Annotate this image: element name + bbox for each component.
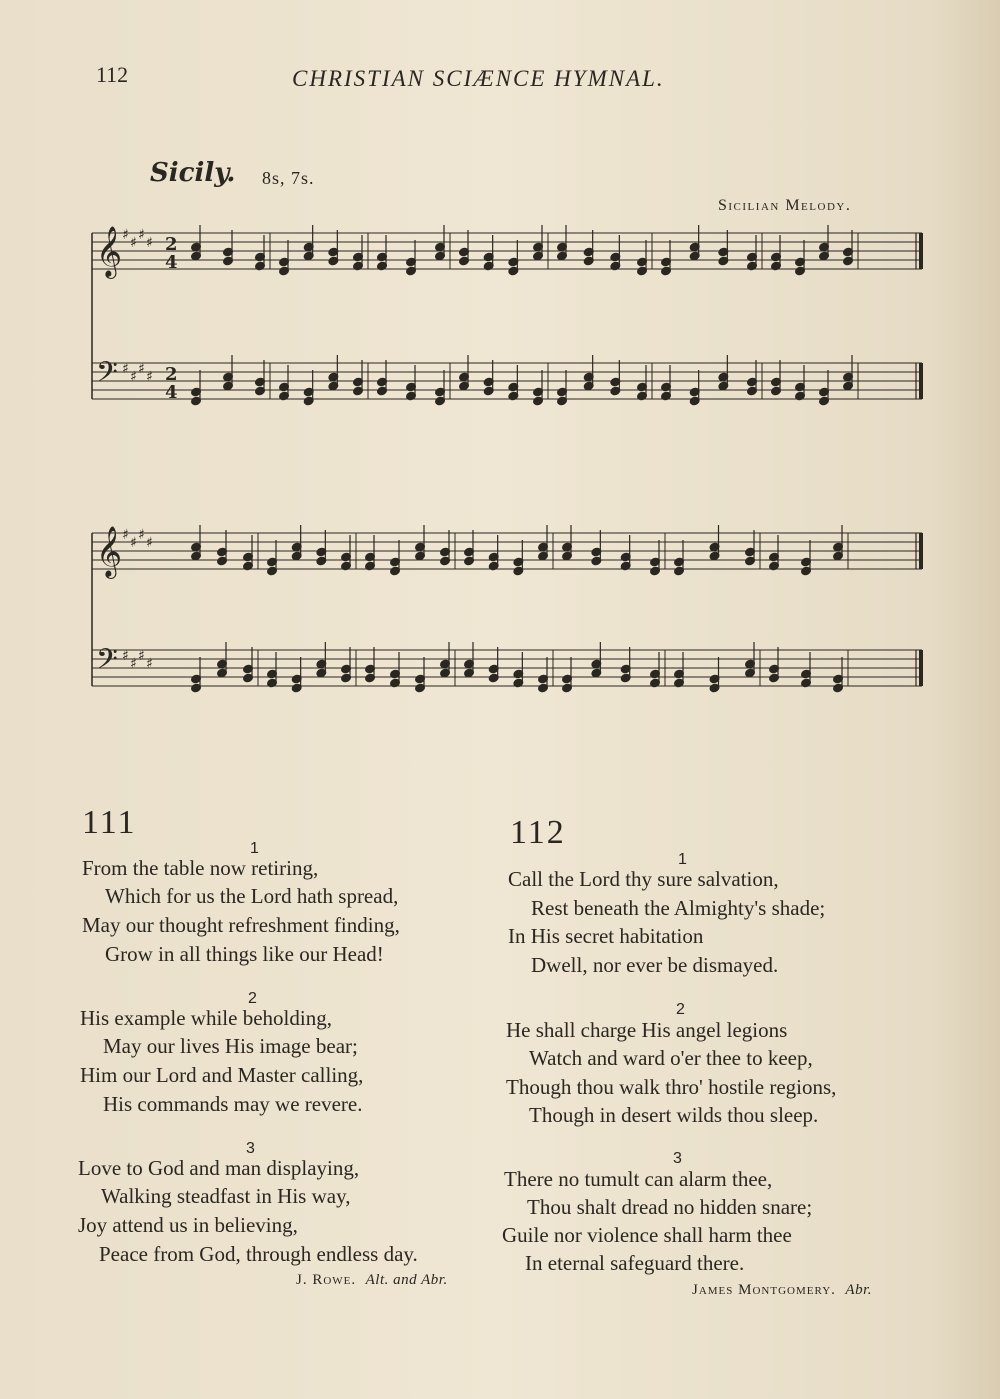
final-bar-thick (919, 650, 923, 686)
hymn-number: 111 (82, 804, 137, 841)
hymn-attribution: James Montgomery. Abr. (692, 1282, 872, 1298)
verse-line: From the table now retiring, (82, 856, 319, 880)
verse-line: Joy attend us in believing, (78, 1213, 298, 1237)
sharp-sign: ♯ (130, 656, 137, 672)
verse-line: His example while beholding, (80, 1006, 332, 1030)
verse-line: There no tumult can alarm thee, (504, 1167, 773, 1191)
sharp-sign: ♯ (146, 535, 153, 551)
verse-line: Him our Lord and Master calling, (80, 1063, 364, 1087)
treble-clef: 𝄞 (96, 526, 123, 577)
verse-line: Call the Lord thy sure salvation, (508, 867, 779, 891)
sharp-sign: ♯ (122, 648, 129, 664)
verse-line: Thou shalt dread no hidden snare; (527, 1195, 813, 1219)
verse-line: Which for us the Lord hath spread, (105, 884, 399, 908)
sharp-sign: ♯ (130, 535, 137, 551)
verse-line: Guile nor violence shall harm thee (502, 1223, 792, 1247)
stanza-number: 3 (673, 1150, 682, 1167)
running-title: CHRISTIAN SCIÆNCE HYMNAL. (292, 66, 665, 91)
sharp-sign: ♯ (122, 527, 129, 543)
time-signature-top: 2 (165, 364, 178, 385)
final-bar-thick (919, 533, 923, 569)
verse-line: Though in desert wilds thou sleep. (529, 1103, 819, 1127)
sharp-sign: ♯ (122, 227, 129, 243)
time-signature-top: 2 (165, 234, 178, 255)
stanza-number: 1 (678, 851, 687, 868)
final-bar-thick (919, 363, 923, 399)
tune-name: Sicily. (150, 158, 236, 188)
verse-line: Peace from God, through endless day. (99, 1242, 418, 1266)
stanza-number: 2 (676, 1001, 685, 1018)
treble-clef: 𝄞 (96, 226, 123, 277)
verse-line: Grow in all things like our Head! (105, 942, 384, 966)
verse-line: In His secret habitation (508, 924, 704, 948)
verse-line: Dwell, nor ever be dismayed. (531, 953, 779, 977)
stanza-number: 3 (246, 1140, 255, 1157)
time-signature-bottom: 4 (165, 382, 178, 403)
stanza-number: 1 (250, 840, 259, 857)
final-bar-thick (919, 233, 923, 269)
sharp-sign: ♯ (138, 361, 145, 377)
sharp-sign: ♯ (138, 648, 145, 664)
verse-line: Watch and ward o'er thee to keep, (529, 1046, 813, 1070)
verse-line: In eternal safeguard there. (525, 1251, 745, 1275)
bass-clef: 𝄢 (96, 643, 118, 683)
tune-composer: Sicilian Melody. (718, 197, 852, 214)
sharp-sign: ♯ (146, 656, 153, 672)
sharp-sign: ♯ (138, 527, 145, 543)
sharp-sign: ♯ (138, 227, 145, 243)
time-signature-bottom: 4 (165, 252, 178, 273)
hymn-number: 112 (510, 814, 566, 851)
verse-line: Love to God and man displaying, (78, 1156, 360, 1180)
sharp-sign: ♯ (130, 235, 137, 251)
verse-line: Rest beneath the Almighty's shade; (531, 896, 826, 920)
sharp-sign: ♯ (130, 369, 137, 385)
hymn-attribution: J. Rowe. Alt. and Abr. (296, 1272, 448, 1288)
verse-line: Walking steadfast in His way, (101, 1184, 351, 1208)
verse-line: He shall charge His angel legions (506, 1018, 788, 1042)
verse-line: May our lives His image bear; (103, 1034, 358, 1058)
tune-meter: 8s, 7s. (262, 168, 315, 188)
verse-line: His commands may we revere. (103, 1092, 363, 1116)
verse-line: Though thou walk thro' hostile regions, (506, 1075, 837, 1099)
sharp-sign: ♯ (122, 361, 129, 377)
verse-line: May our thought refreshment finding, (82, 913, 400, 937)
bass-clef: 𝄢 (96, 356, 118, 396)
sharp-sign: ♯ (146, 369, 153, 385)
sharp-sign: ♯ (146, 235, 153, 251)
stanza-number: 2 (248, 990, 257, 1007)
page-number: 112 (96, 62, 129, 87)
